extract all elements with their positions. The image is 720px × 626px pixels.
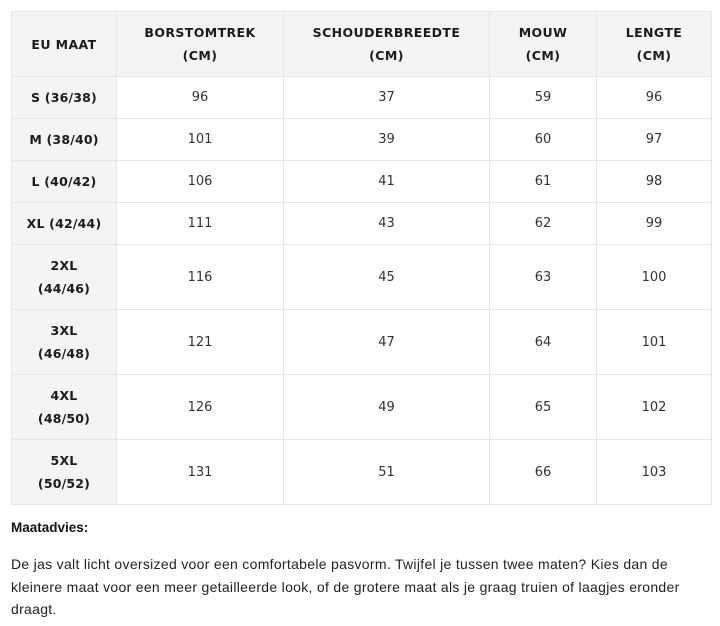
size-cell: [12, 375, 117, 440]
schouderbreedte-cell: 41: [284, 161, 490, 203]
schouderbreedte-cell: 43: [284, 203, 490, 245]
size-label: 3XL: [50, 323, 78, 338]
borstomtrek-cell: 106: [117, 161, 284, 203]
header-unit: (CM): [525, 48, 561, 63]
size-cell: M (38/40): [12, 119, 117, 161]
borstomtrek-cell: 126: [117, 375, 284, 440]
size-cell: XL (42/44): [12, 203, 117, 245]
size-cell: S (36/38): [12, 77, 117, 119]
lengte-cell: 97: [597, 119, 712, 161]
table-row: [12, 245, 712, 310]
mouw-cell: 63: [490, 245, 597, 310]
size-label: 2XL: [50, 258, 78, 273]
header-label: LENGTE: [625, 25, 683, 40]
lengte-cell: 96: [597, 77, 712, 119]
schouderbreedte-cell: 45: [284, 245, 490, 310]
header-unit: (CM): [182, 48, 218, 63]
header-mouw: [490, 12, 597, 77]
borstomtrek-cell: 96: [117, 77, 284, 119]
lengte-cell: 103: [597, 440, 712, 505]
table-row: [12, 440, 712, 505]
mouw-cell: 62: [490, 203, 597, 245]
header-label: BORSTOMTREK: [144, 25, 256, 40]
lengte-cell: 98: [597, 161, 712, 203]
table-row: [12, 203, 712, 245]
header-unit: (CM): [636, 48, 672, 63]
borstomtrek-cell: 121: [117, 310, 284, 375]
header-borstomtrek: [117, 12, 284, 77]
schouderbreedte-cell: 49: [284, 375, 490, 440]
size-cell: L (40/42): [12, 161, 117, 203]
size-cell: [12, 245, 117, 310]
table-row: [12, 310, 712, 375]
borstomtrek-cell: 131: [117, 440, 284, 505]
mouw-cell: 60: [490, 119, 597, 161]
mouw-cell: 64: [490, 310, 597, 375]
size-eu-range: (50/52): [37, 476, 91, 491]
size-eu-range: (48/50): [37, 411, 91, 426]
header-label: SCHOUDERBREEDTE: [312, 25, 461, 40]
lengte-cell: 101: [597, 310, 712, 375]
header-label: MOUW: [518, 25, 568, 40]
size-eu-range: (44/46): [37, 281, 91, 296]
schouderbreedte-cell: 51: [284, 440, 490, 505]
size-chart-table: [11, 11, 712, 505]
size-label: 5XL: [50, 453, 78, 468]
table-row: [12, 77, 712, 119]
table-row: [12, 119, 712, 161]
mouw-cell: 61: [490, 161, 597, 203]
size-label: 4XL: [50, 388, 78, 403]
lengte-cell: 100: [597, 245, 712, 310]
schouderbreedte-cell: 47: [284, 310, 490, 375]
lengte-cell: 99: [597, 203, 712, 245]
header-unit: (CM): [369, 48, 404, 63]
borstomtrek-cell: 111: [117, 203, 284, 245]
size-eu-range: (46/48): [37, 346, 91, 361]
size-advice-heading: Maatadvies:: [11, 520, 89, 535]
mouw-cell: 66: [490, 440, 597, 505]
header-label: EU MAAT: [31, 36, 97, 52]
header-eu-maat: [12, 12, 117, 77]
borstomtrek-cell: 101: [117, 119, 284, 161]
schouderbreedte-cell: 37: [284, 77, 490, 119]
table-row: [12, 375, 712, 440]
size-cell: [12, 440, 117, 505]
mouw-cell: 59: [490, 77, 597, 119]
size-cell: [12, 310, 117, 375]
mouw-cell: 65: [490, 375, 597, 440]
header-schouderbreedte: [284, 12, 490, 77]
size-advice-text: De jas valt licht oversized voor een comfortabele pasvorm. Twijfel je tussen twee maten? Kies dan de kleinere maat voor een meer getailleerde look, of de grotere maat als je graag truien of laagjes eronder draagt.: [11, 556, 680, 617]
schouderbreedte-cell: 39: [284, 119, 490, 161]
borstomtrek-cell: 116: [117, 245, 284, 310]
lengte-cell: 102: [597, 375, 712, 440]
header-lengte: [597, 12, 712, 77]
table-header-row: [12, 12, 712, 77]
table-row: [12, 161, 712, 203]
